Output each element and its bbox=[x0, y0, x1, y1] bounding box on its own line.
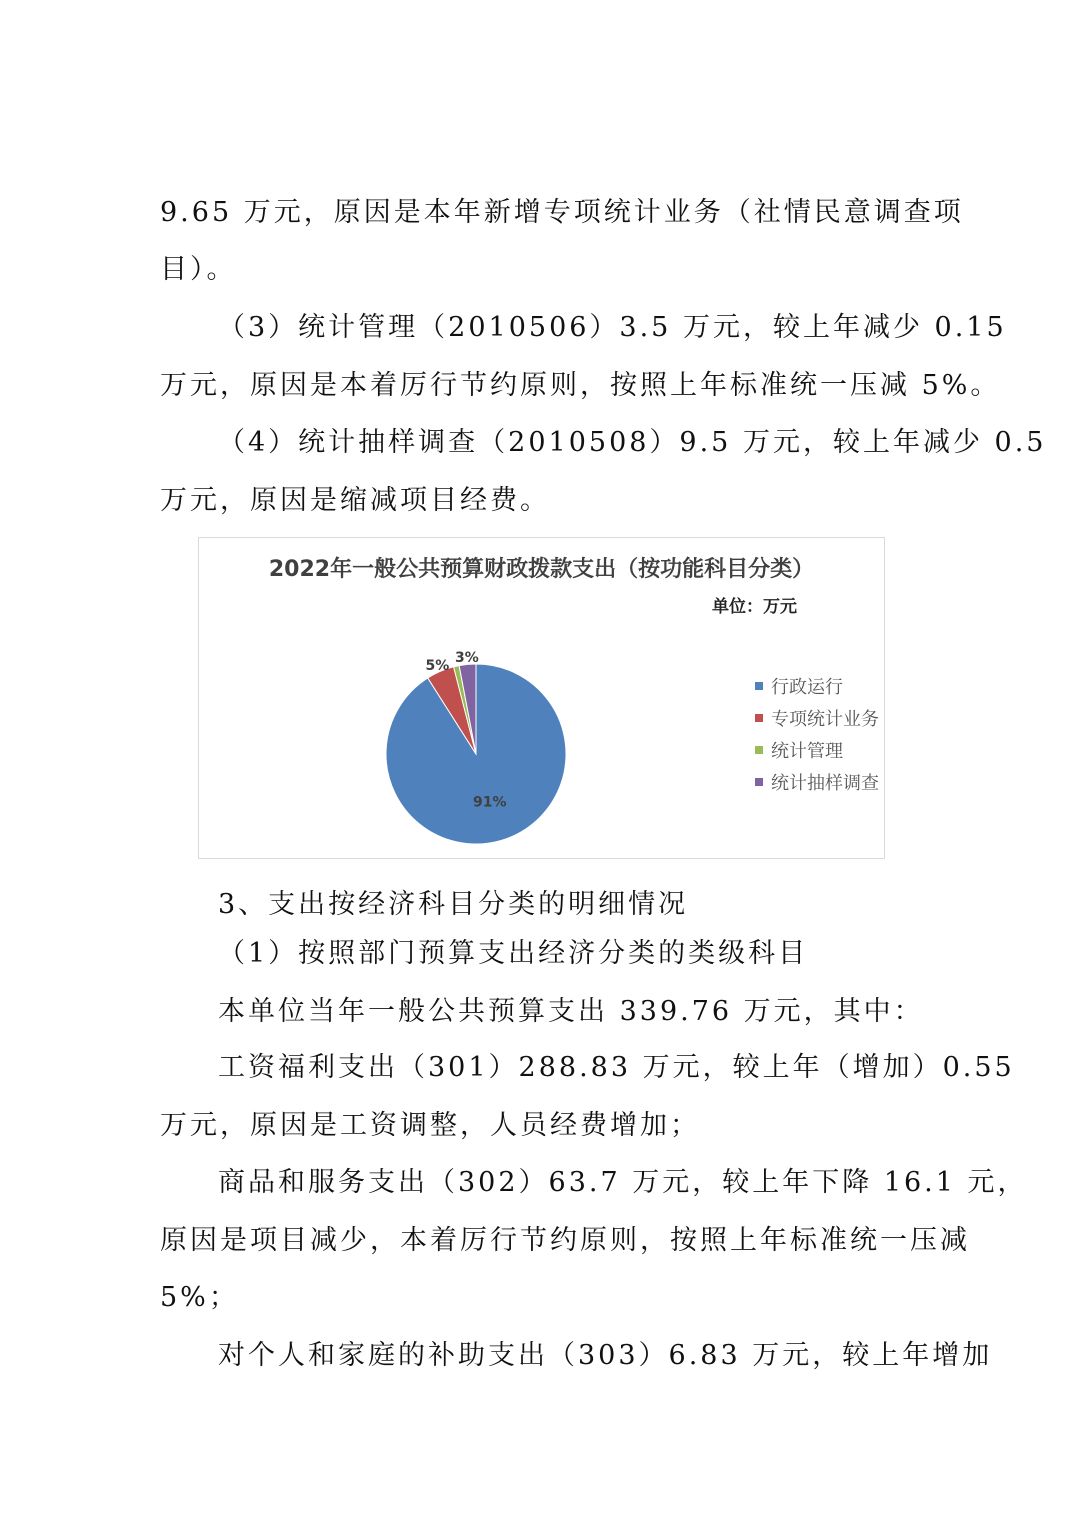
pie-label-special-statistics: 5% bbox=[425, 657, 450, 674]
paragraph-line: 万元，原因是缩减项目经费。 bbox=[160, 485, 550, 516]
paragraph-line: 原因是项目减少，本着厉行节约原则，按照上年标准统一压减 bbox=[160, 1225, 970, 1256]
paragraph-line: 9.65 万元，原因是本年新增专项统计业务（社情民意调查项 bbox=[160, 197, 964, 228]
legend-item-sampling-survey bbox=[755, 766, 879, 798]
paragraph-line: 5%； bbox=[160, 1282, 239, 1313]
chart-unit-label: 单位：万元 bbox=[712, 597, 797, 617]
section-heading: 3、支出按经济科目分类的明细情况 bbox=[218, 889, 689, 920]
legend-label: 统计抽样调查 bbox=[771, 773, 879, 794]
paragraph-line: 对个人和家庭的补助支出（303）6.83 万元，较上年增加 bbox=[218, 1340, 993, 1371]
legend-label: 专项统计业务 bbox=[771, 709, 879, 730]
legend-swatch bbox=[755, 714, 763, 722]
paragraph-line: 本单位当年一般公共预算支出 339.76 万元，其中： bbox=[218, 996, 924, 1027]
paragraph-line: 商品和服务支出（302）63.7 万元，较上年下降 16.1 元， bbox=[218, 1167, 1028, 1198]
legend-swatch bbox=[755, 682, 763, 690]
legend-swatch bbox=[755, 778, 763, 786]
paragraph-line: 目）。 bbox=[160, 254, 237, 285]
subsection-heading: （1）按照部门预算支出经济分类的类级科目 bbox=[218, 938, 809, 969]
paragraph-line: （4）统计抽样调查（2010508）9.5 万元，较上年减少 0.5 bbox=[218, 427, 1047, 458]
paragraph-line: 万元，原因是本着厉行节约原则，按照上年标准统一压减 5%。 bbox=[160, 370, 1001, 401]
paragraph-line: 万元，原因是工资调整，人员经费增加； bbox=[160, 1110, 700, 1141]
legend-label: 行政运行 bbox=[771, 677, 843, 698]
legend-swatch bbox=[755, 746, 763, 754]
legend-label: 统计管理 bbox=[771, 741, 843, 762]
paragraph-line: 工资福利支出（301）288.83 万元，较上年（增加）0.55 bbox=[218, 1052, 1015, 1083]
pie-chart bbox=[198, 537, 885, 859]
legend-item-admin-operation bbox=[755, 670, 879, 702]
chart-legend bbox=[755, 670, 879, 798]
legend-item-statistics-management bbox=[755, 734, 879, 766]
pie-label-sampling-survey: 3% bbox=[454, 650, 479, 667]
pie-label-admin-operation: 91% bbox=[473, 794, 507, 811]
legend-item-special-statistics bbox=[755, 702, 879, 734]
chart-title: 2022年一般公共预算财政拨款支出（按功能科目分类） bbox=[268, 557, 815, 582]
paragraph-line: （3）统计管理（2010506）3.5 万元，较上年减少 0.15 bbox=[218, 312, 1007, 343]
